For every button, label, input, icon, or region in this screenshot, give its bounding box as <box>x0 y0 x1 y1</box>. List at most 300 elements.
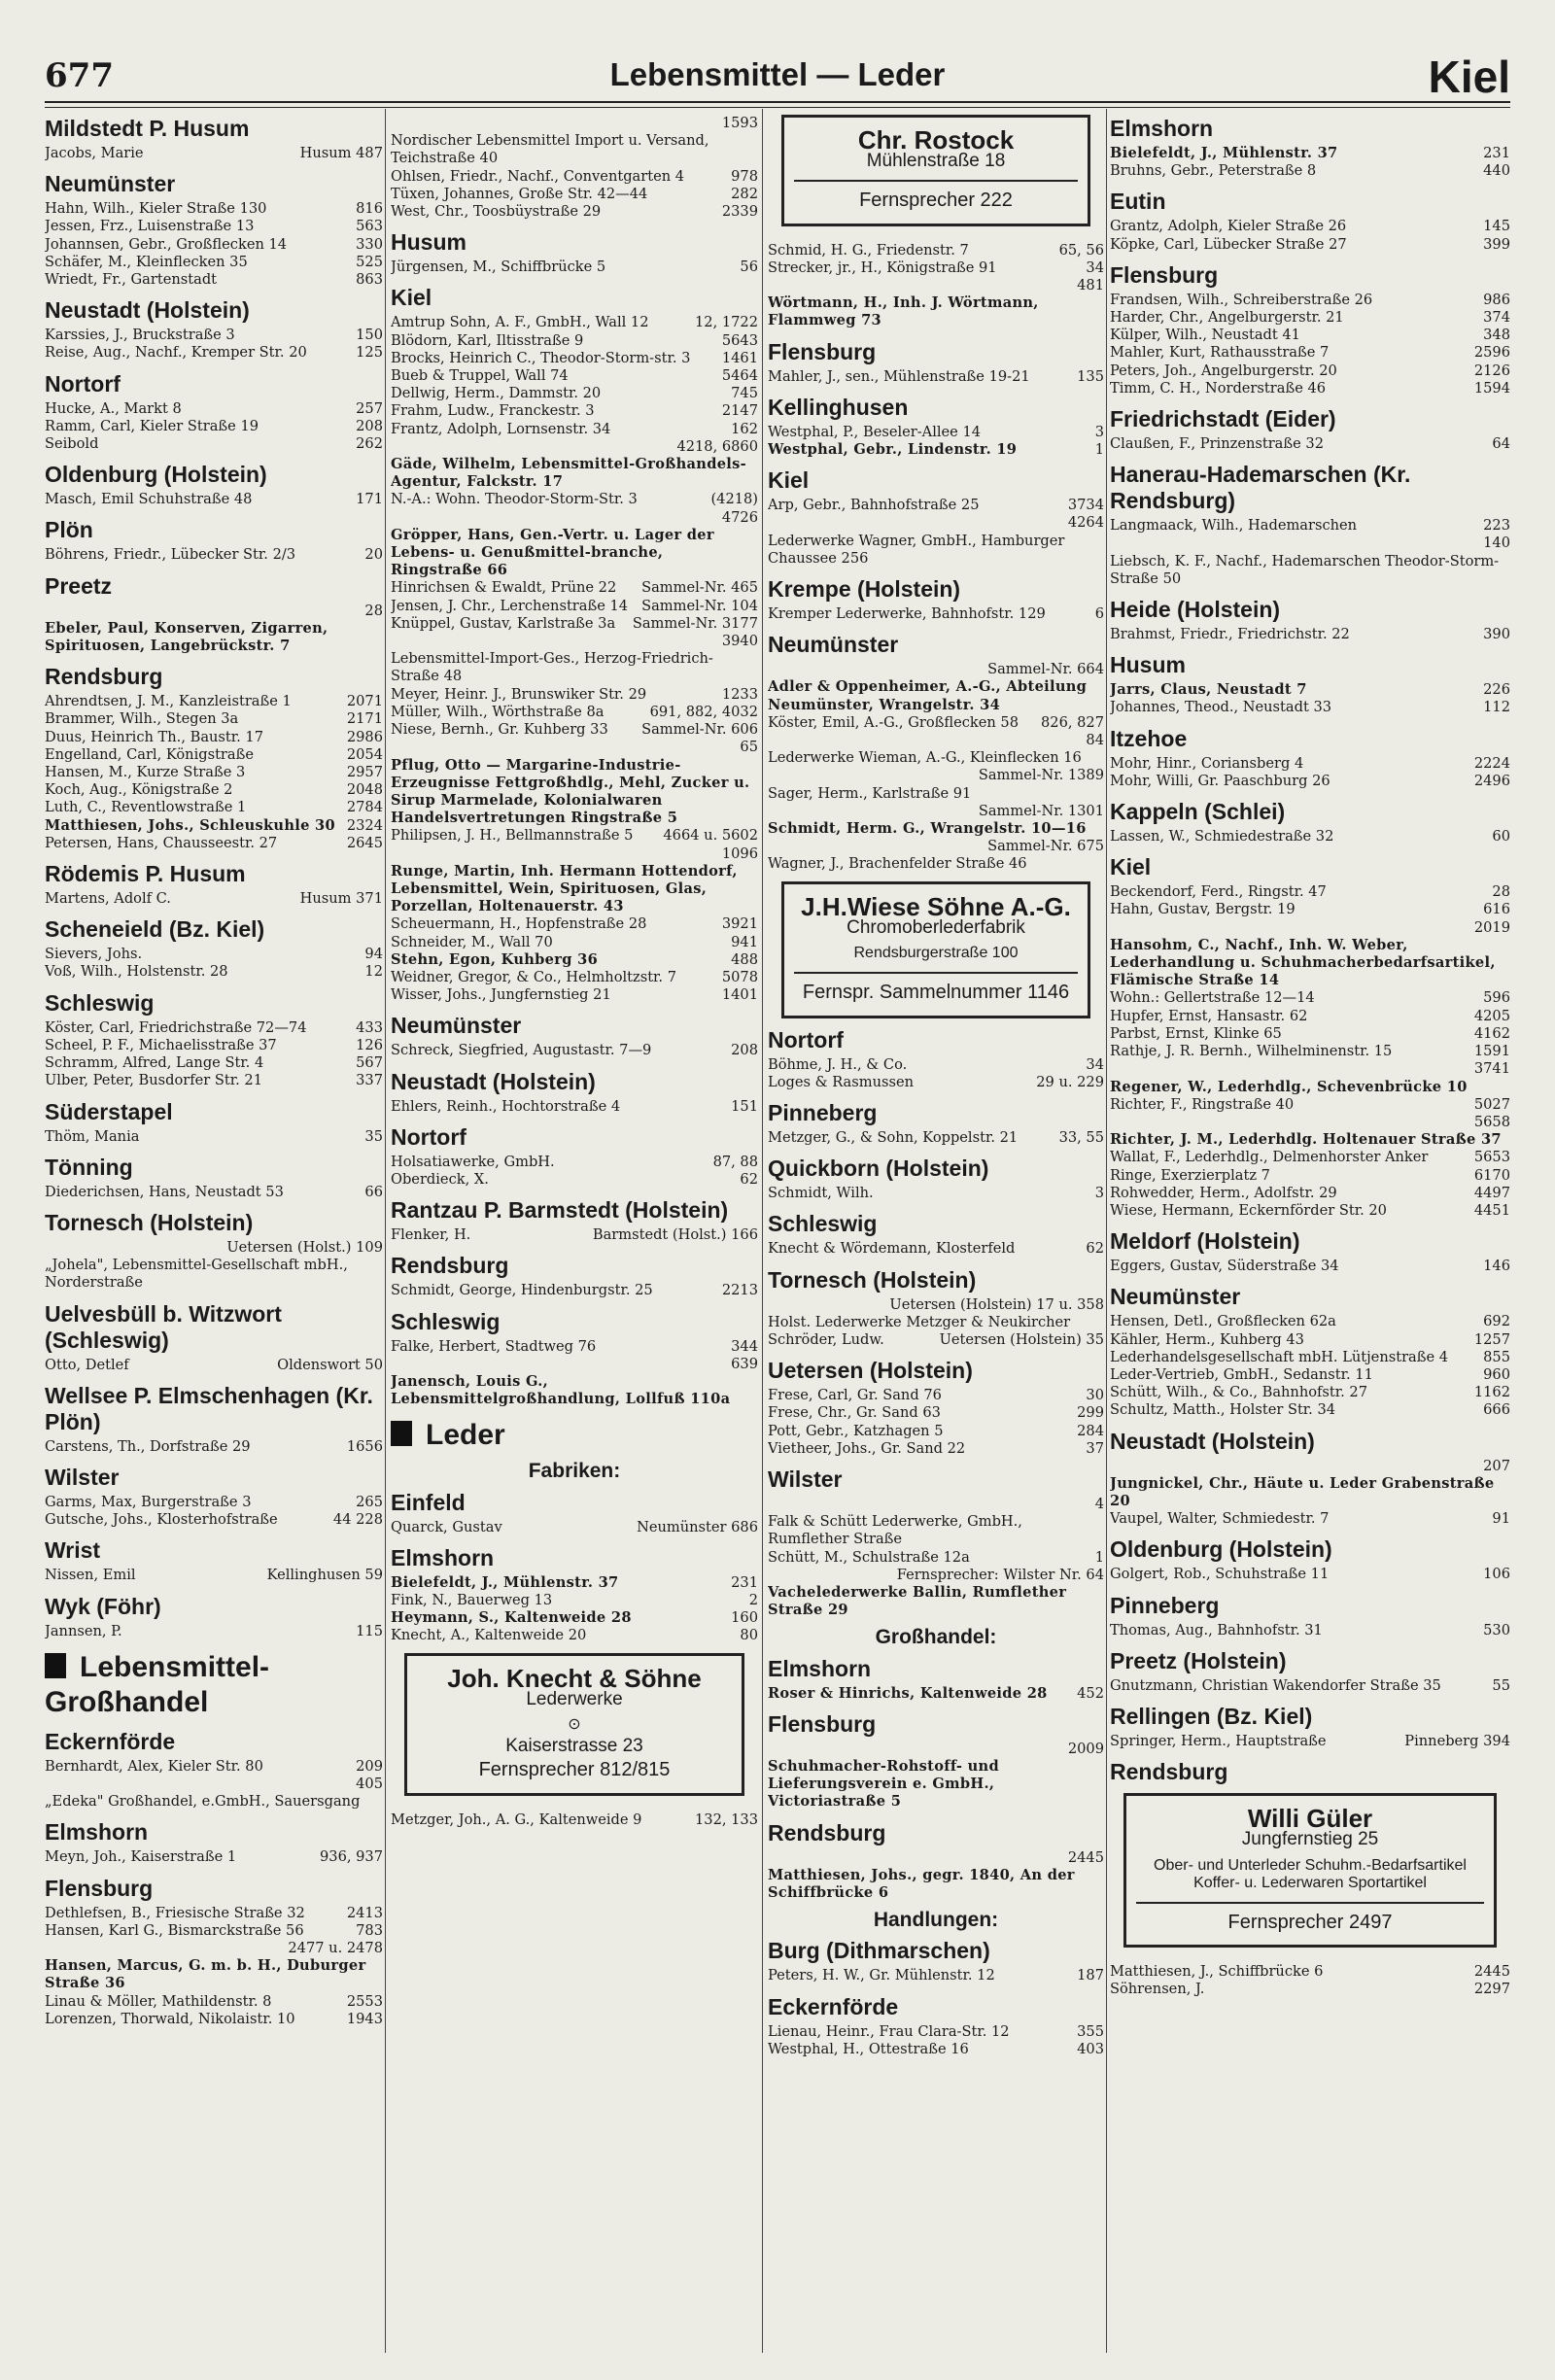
town-heading: Pinneberg <box>768 1099 878 1125</box>
entry-phone: 2445 <box>1067 1848 1104 1866</box>
listing-entry <box>768 441 1104 459</box>
entry-phone: 2413 <box>346 1904 383 1921</box>
listing-entry <box>1110 1733 1510 1750</box>
entry-phone: 299 <box>1077 1404 1104 1422</box>
entry-phone: 80 <box>740 1627 758 1644</box>
listing-entry <box>391 421 758 438</box>
entry-phone: 399 <box>1483 235 1510 253</box>
listing-entry <box>45 546 383 564</box>
town-heading: Itzehoe <box>1110 725 1188 751</box>
listing-entry <box>1110 218 1510 235</box>
entry-phone: 2019 <box>1473 918 1510 936</box>
town-heading: Schleswig <box>768 1211 878 1237</box>
entry-name: Hucke, A., Markt 8 <box>45 399 182 417</box>
listing-entry <box>391 1154 758 1171</box>
entry-phone: 639 <box>731 1355 758 1372</box>
entry-phone: 33, 55 <box>1058 1128 1104 1146</box>
entry-phone: 64 <box>1492 435 1510 453</box>
listing-entry <box>1110 699 1510 716</box>
entry-phone: Fernsprecher: Wilster Nr. 64 <box>896 1566 1104 1583</box>
entry-phone: 56 <box>740 259 758 276</box>
listing-entry <box>1110 1313 1510 1330</box>
listing-entry <box>768 1423 1104 1440</box>
town-heading: Elmshorn <box>768 1655 872 1681</box>
ad-divider <box>794 972 1078 974</box>
entry-phone: Barmstedt (Holst.) 166 <box>592 1226 758 1244</box>
listing-entry <box>768 1331 1104 1349</box>
entry-name: Eggers, Gustav, Süderstraße 34 <box>1110 1258 1339 1275</box>
entry-name: Hinrichsen & Ewaldt, Prüne 22 <box>391 579 617 597</box>
entry-phone: 4162 <box>1473 1024 1510 1042</box>
listing-entry <box>45 1072 383 1089</box>
listing-entry <box>1110 1060 1510 1095</box>
entry-phone: 94 <box>364 946 383 963</box>
entry-name: Garms, Max, Burgerstraße 3 <box>45 1493 252 1510</box>
ad-line: Chromoberlederfabrik <box>847 916 1025 938</box>
town-heading: Tönning <box>45 1154 133 1180</box>
entry-name: Dethlefsen, B., Friesische Straße 32 <box>45 1904 305 1921</box>
entry-phone: 28 <box>364 602 383 619</box>
entry-phone: 55 <box>1492 1676 1510 1694</box>
entry-name: Richter, F., Ringstraße 40 <box>1110 1095 1295 1113</box>
entry-name: Koch, Aug., Königstraße 2 <box>45 781 233 799</box>
advertisement-box <box>781 881 1090 1018</box>
ad-line: ⊙ <box>568 1716 581 1733</box>
entry-name: Masch, Emil Schuhstraße 48 <box>45 491 253 508</box>
entry-phone: 2009 <box>1067 1740 1104 1757</box>
entry-phone: 4664 u. 5602 <box>663 827 758 845</box>
entry-name: Lorenzen, Thorwald, Nikolaistr. 10 <box>45 2010 295 2027</box>
entry-name: Söhrensen, J. <box>1110 1981 1205 1998</box>
entry-name: Vachelederwerke Ballin, Rumflether Straße 29 <box>768 1583 1067 1619</box>
entry-name: Golgert, Rob., Schuhstraße 11 <box>1110 1566 1330 1583</box>
listing-entry <box>45 200 383 218</box>
entry-phone: Kellinghusen 59 <box>266 1567 383 1584</box>
entry-phone: 5464 <box>721 367 758 385</box>
listing-entry <box>1110 435 1510 453</box>
town-heading: Eckernförde <box>45 1728 176 1754</box>
entry-name: Köster, Emil, A.-G., Großflecken 58 <box>768 713 1019 731</box>
entry-phone: 2553 <box>346 1992 383 2010</box>
listing-entry <box>391 1592 758 1609</box>
town-heading: Kiel <box>768 467 810 494</box>
listing-entry <box>391 491 758 508</box>
listing-entry <box>1110 1043 1510 1060</box>
entry-name: Knecht, A., Kaltenweide 20 <box>391 1627 587 1644</box>
entry-name: Flenker, H. <box>391 1226 471 1244</box>
entry-name: Duus, Heinrich Th., Baustr. 17 <box>45 728 263 745</box>
listing-entry <box>1110 1349 1510 1366</box>
entry-name: Müller, Wilh., Wörthstraße 8a <box>391 703 605 720</box>
town-heading: Schleswig <box>45 989 155 1016</box>
listing-entry <box>768 2041 1104 2058</box>
listing-entry <box>391 168 758 186</box>
entry-name: Leder-Vertrieb, GmbH., Sedanstr. 11 <box>1110 1365 1373 1383</box>
town-heading: Einfeld <box>391 1489 466 1515</box>
listing-entry <box>45 1239 383 1293</box>
ad-line: Jungfernstieg 25 <box>1241 1829 1379 1850</box>
entry-phone: 348 <box>1483 327 1510 344</box>
ad-line: Lederwerke <box>526 1688 623 1709</box>
entry-phone: 126 <box>356 1036 383 1053</box>
spacer <box>1110 1955 1510 1963</box>
listing-entry <box>768 1567 1104 1620</box>
entry-phone: 28 <box>1492 883 1510 901</box>
ad-line: Kaiserstrasse 23 <box>505 1736 643 1757</box>
listing-entry <box>1110 1025 1510 1043</box>
listing-entry <box>768 1967 1104 1984</box>
entry-name: Meyn, Joh., Kaiserstraße 1 <box>45 1848 237 1866</box>
listing-entry <box>1110 145 1510 162</box>
listing-entry <box>391 598 758 615</box>
listing-entry <box>1110 1149 1510 1166</box>
entry-phone: 12, 1722 <box>695 314 758 331</box>
listing-entry <box>391 1282 758 1299</box>
entry-phone: Pinneberg 394 <box>1404 1732 1510 1749</box>
entry-phone: 91 <box>1492 1510 1510 1528</box>
entry-name: Köster, Carl, Friedrichstraße 72—74 <box>45 1018 307 1036</box>
entry-name: Kähler, Herm., Kuhberg 43 <box>1110 1330 1304 1348</box>
entry-phone: Uetersen (Holstein) 17 u. 358 <box>889 1295 1104 1313</box>
town-heading: Uetersen (Holstein) <box>768 1358 973 1384</box>
listing-entry <box>391 1042 758 1059</box>
entry-name: Gnutzmann, Christian Wakendorfer Straße 35 <box>1110 1676 1441 1694</box>
listing-entry <box>391 314 758 331</box>
entry-name: Gröpper, Hans, Gen.-Vertr. u. Lager der Lebens- u. Genußmittel-branche, Ringstraße 66 <box>391 526 714 579</box>
listing-entry <box>1110 1677 1510 1695</box>
listing-entry <box>1110 828 1510 845</box>
entry-phone: 3 <box>1094 1185 1104 1202</box>
entry-phone: 5658 <box>1473 1113 1510 1130</box>
entry-phone: 1233 <box>721 685 758 703</box>
entry-name: West, Chr., Toosbüystraße 29 <box>391 203 602 221</box>
listing-entry <box>1110 1622 1510 1639</box>
entry-name: Hansen, M., Kurze Straße 3 <box>45 764 246 781</box>
entry-name: Ramm, Carl, Kieler Straße 19 <box>45 417 259 434</box>
entry-phone: 1401 <box>721 986 758 1004</box>
listing-entry <box>768 767 1104 802</box>
town-heading: Elmshorn <box>391 1544 495 1570</box>
entry-name: Schmidt, George, Hindenburgstr. 25 <box>391 1282 653 1299</box>
entry-name: Lebensmittel-Import-Ges., Herzog-Friedrich-Straße 48 <box>391 650 713 685</box>
entry-name: Pott, Gebr., Katzhagen 5 <box>768 1422 944 1439</box>
entry-phone: 151 <box>731 1097 758 1115</box>
entry-name: Hansen, Marcus, G. m. b. H., Duburger Straße 36 <box>45 1957 366 1992</box>
listing-entry <box>1110 535 1510 588</box>
entry-phone: 403 <box>1077 2040 1104 2057</box>
entry-phone: 44 228 <box>332 1511 383 1529</box>
entry-phone: 355 <box>1077 2022 1104 2040</box>
entry-name: Gäde, Wilhelm, Lebensmittel-Großhandels-Agentur, Falckstr. 17 <box>391 456 747 491</box>
entry-phone: 65, 56 <box>1058 241 1104 259</box>
entry-name: Jensen, J. Chr., Lerchenstraße 14 <box>391 597 629 614</box>
entry-phone: 87, 88 <box>712 1153 758 1170</box>
listing-entry <box>45 1054 383 1072</box>
listing-entry <box>768 497 1104 514</box>
entry-phone: 440 <box>1483 162 1510 180</box>
entry-name: Janensch, Louis G., Lebensmittelgroßhandlung, Lollfuß 110a <box>391 1372 731 1408</box>
entry-name: Hahn, Gustav, Bergstr. 19 <box>1110 901 1296 918</box>
entry-phone: 1656 <box>346 1437 383 1455</box>
entry-phone: 816 <box>356 200 383 218</box>
listing-entry <box>391 739 758 827</box>
ad-line: Ober- und Unterleder Schuhm.-Bedarfsartikel Koffer- u. Lederwaren Sportartikel <box>1154 1856 1467 1891</box>
entry-name: Parbst, Ernst, Klinke 65 <box>1110 1024 1282 1042</box>
town-heading: Pinneberg <box>1110 1592 1220 1618</box>
listing-entry <box>391 509 758 580</box>
listing-entry <box>1110 1114 1510 1149</box>
entry-phone: 231 <box>1483 145 1510 161</box>
entry-name: Wriedt, Fr., Gartenstadt <box>45 271 218 289</box>
entry-phone: 6170 <box>1473 1166 1510 1184</box>
entry-phone: 2645 <box>346 834 383 851</box>
entry-phone: Sammel-Nr. 1389 <box>978 767 1104 784</box>
town-heading: Kappeln (Schlei) <box>1110 799 1286 825</box>
entry-phone: 6 <box>1094 605 1104 623</box>
listing-entry <box>45 1758 383 1776</box>
town-heading: Neustadt (Holstein) <box>391 1068 596 1094</box>
listing-entry <box>768 242 1104 259</box>
entry-phone: 692 <box>1483 1313 1510 1330</box>
town-heading: Meldorf (Holstein) <box>1110 1228 1300 1255</box>
listing-entry <box>1110 901 1510 918</box>
listing-entry <box>45 1922 383 1940</box>
entry-name: Stehn, Egon, Kuhberg 36 <box>391 950 599 968</box>
entry-name: Frese, Carl, Gr. Sand 76 <box>768 1387 942 1404</box>
entry-name: Böhme, J. H., & Co. <box>768 1055 908 1073</box>
entry-name: Schneider, M., Wall 70 <box>391 933 553 950</box>
entry-phone: 2297 <box>1473 1981 1510 1998</box>
entry-phone: 132, 133 <box>695 1811 758 1828</box>
entry-name: Rathje, J. R. Bernh., Wilhelminenstr. 15 <box>1110 1043 1393 1060</box>
entry-name: Ehlers, Reinh., Hochtorstraße 4 <box>391 1097 621 1115</box>
listing-entry <box>45 236 383 254</box>
entry-phone: Husum 487 <box>299 145 383 161</box>
entry-name: Amtrup Sohn, A. F., GmbH., Wall 12 <box>391 314 649 331</box>
entry-name: Nordischer Lebensmittel Import u. Versand, Teichstraße 40 <box>391 132 709 167</box>
entry-name: Ohlsen, Friedr., Nachf., Conventgarten 4 <box>391 167 685 185</box>
listing-entry <box>391 934 758 951</box>
listing-entry <box>391 1627 758 1644</box>
entry-phone: 20 <box>364 546 383 564</box>
listing-entry <box>391 615 758 633</box>
listing-entry <box>768 1185 1104 1202</box>
listing-entry <box>391 385 758 402</box>
listing-entry <box>768 605 1104 623</box>
entry-phone: Uetersen (Holst.) 109 <box>226 1238 383 1256</box>
entry-name: Mahler, Kurt, Rathausstraße 7 <box>1110 344 1330 362</box>
listing-entry <box>45 2011 383 2028</box>
entry-phone: 405 <box>356 1775 383 1792</box>
entry-name: Falk & Schütt Lederwerke, GmbH., Rumflether Straße <box>768 1513 1022 1548</box>
entry-phone: Neumünster 686 <box>637 1518 758 1535</box>
entry-name: Schreck, Siegfried, Augustastr. 7—9 <box>391 1042 652 1059</box>
listing-entry <box>45 1623 383 1640</box>
entry-name: Martens, Adolf C. <box>45 890 171 908</box>
town-heading: Flensburg <box>768 1710 877 1737</box>
entry-name: Schütt, Wilh., & Co., Bahnhofstr. 27 <box>1110 1384 1367 1401</box>
entry-phone: 3734 <box>1067 497 1104 514</box>
listing-entry <box>768 1404 1104 1422</box>
town-heading: Oldenburg (Holstein) <box>1110 1536 1332 1563</box>
entry-name: Springer, Herm., Hauptstraße <box>1110 1732 1327 1749</box>
entry-name: Grantz, Adolph, Kieler Straße 26 <box>1110 218 1347 235</box>
entry-phone: 2477 u. 2478 <box>288 1939 383 1956</box>
entry-phone: 826, 827 <box>1041 713 1104 731</box>
listing-entry <box>391 915 758 933</box>
spacer <box>768 234 1104 242</box>
entry-name: Schmidt, Wilh. <box>768 1185 874 1202</box>
entry-phone: 978 <box>731 167 758 185</box>
entry-name: „Johela", Lebensmittel-Gesellschaft mbH., Norderstraße <box>45 1257 348 1292</box>
ad-line: Fernsprecher 222 <box>859 190 1013 212</box>
listing-entry <box>45 710 383 728</box>
city-heading: Kiel <box>1428 52 1510 102</box>
listing-entry <box>768 1849 1104 1903</box>
entry-name: Wisser, Johs., Jungfernstieg 21 <box>391 986 611 1004</box>
entry-phone: 2171 <box>346 710 383 728</box>
listing-entry <box>45 1128 383 1146</box>
listing-entry <box>45 491 383 508</box>
entry-name: Linau & Möller, Mathildenstr. 8 <box>45 1992 272 2010</box>
listing-entry <box>1110 1096 1510 1114</box>
entry-phone: 4497 <box>1473 1184 1510 1201</box>
listing-entry <box>45 1567 383 1584</box>
listing-entry <box>45 1511 383 1529</box>
entry-name: Petersen, Hans, Chausseestr. 27 <box>45 834 278 851</box>
entry-name: Hansen, Karl G., Bismarckstraße 56 <box>45 1921 304 1939</box>
entry-name: Claußen, F., Prinzenstraße 32 <box>1110 435 1324 453</box>
town-heading: Krempe (Holstein) <box>768 576 961 603</box>
listing-entry <box>768 1496 1104 1549</box>
entry-phone: Sammel-Nr. 675 <box>987 838 1104 855</box>
entry-phone: 257 <box>356 399 383 417</box>
listing-entry <box>391 1171 758 1189</box>
entry-name: Loges & Rasmussen <box>768 1073 914 1090</box>
entry-name: Engelland, Carl, Königstraße <box>45 745 254 763</box>
town-heading: Rödemis P. Husum <box>45 861 246 887</box>
entry-phone: Sammel-Nr. 1301 <box>978 802 1104 819</box>
entry-name: Sager, Herm., Karlstraße 91 <box>768 784 972 802</box>
spacer <box>391 1804 758 1811</box>
entry-name: Johannes, Theod., Neustadt 33 <box>1110 699 1332 716</box>
entry-phone: 282 <box>731 185 758 202</box>
entry-name: Niese, Bernh., Gr. Kuhberg 33 <box>391 721 608 739</box>
ad-divider <box>1136 1902 1484 1904</box>
entry-name: Gutsche, Johs., Klosterhofstraße <box>45 1511 278 1529</box>
entry-phone: 596 <box>1483 989 1510 1007</box>
listing-entry <box>1110 1510 1510 1528</box>
entry-name: Lassen, W., Schmiedestraße 32 <box>1110 828 1334 845</box>
section-marker-icon <box>45 1653 66 1678</box>
entry-name: Jungnickel, Chr., Häute u. Leder Grabenstraße 20 <box>1110 1474 1495 1509</box>
entry-phone: 2071 <box>346 693 383 710</box>
ad-line: Chr. Rostock <box>857 125 1015 155</box>
town-heading: Kiel <box>1110 854 1152 880</box>
listing-entry <box>1110 1963 1510 1981</box>
entry-name: Vaupel, Walter, Schmiedestr. 7 <box>1110 1510 1330 1528</box>
listing-entry <box>45 1905 383 1922</box>
town-heading: Tornesch (Holstein) <box>45 1209 254 1235</box>
listing-entry <box>45 344 383 362</box>
listing-entry <box>391 827 758 845</box>
entry-name: Philipsen, J. H., Bellmannstraße 5 <box>391 827 634 845</box>
town-heading: Rellingen (Bz. Kiel) <box>1110 1703 1313 1729</box>
entry-name: Hahn, Wilh., Kieler Straße 130 <box>45 200 267 218</box>
listing-entry <box>45 271 383 289</box>
entry-phone: 231 <box>731 1573 758 1591</box>
entry-phone: 223 <box>1483 517 1510 535</box>
ad-divider <box>794 180 1078 182</box>
entry-phone: 1 <box>1094 441 1104 459</box>
listing-entry <box>45 1019 383 1037</box>
entry-phone: 1257 <box>1473 1330 1510 1348</box>
entry-phone: 5653 <box>1473 1149 1510 1166</box>
entry-name: Jarrs, Claus, Neustadt 7 <box>1110 681 1307 699</box>
entry-phone: 145 <box>1483 218 1510 235</box>
listing-entry <box>391 686 758 704</box>
entry-name: Mahler, J., sen., Mühlenstraße 19-21 <box>768 367 1030 385</box>
entry-phone: 60 <box>1492 828 1510 845</box>
town-heading: Friedrichstadt (Eider) <box>1110 406 1336 432</box>
listing-entry <box>45 799 383 816</box>
listing-entry <box>1110 236 1510 254</box>
entry-phone: (4218) <box>710 491 758 508</box>
town-heading: Uelvesbüll b. Witzwort (Schleswig) <box>45 1300 282 1353</box>
listing-entry <box>391 1226 758 1244</box>
entry-name: Wörtmann, H., Inh. J. Wörtmann, Flammweg 73 <box>768 294 1039 329</box>
entry-name: Schultz, Matth., Holster Str. 34 <box>1110 1401 1336 1419</box>
listing-entry <box>45 1940 383 1993</box>
entry-phone: 2445 <box>1473 1963 1510 1981</box>
entry-name: Bernhardt, Alex, Kieler Str. 80 <box>45 1757 263 1775</box>
entry-name: Harder, Chr., Angelburgerstr. 21 <box>1110 309 1344 327</box>
listing-entry <box>45 1993 383 2011</box>
listing-entry <box>45 327 383 344</box>
entry-phone: 3921 <box>721 915 758 933</box>
ad-line: Willi Güler <box>1247 1804 1373 1834</box>
listing-entry <box>1110 1458 1510 1511</box>
entry-name: Schröder, Ludw. <box>768 1330 884 1348</box>
entry-phone: 337 <box>356 1072 383 1089</box>
entry-phone: 5078 <box>721 968 758 985</box>
entry-phone: 488 <box>731 950 758 968</box>
entry-name: Weidner, Gregor, & Co., Helmholtzstr. 7 <box>391 968 676 985</box>
listing-entry <box>1110 1384 1510 1401</box>
entry-name: Lienau, Heinr., Frau Clara-Str. 12 <box>768 2022 1010 2040</box>
entry-name: Schmid, H. G., Friedenstr. 7 <box>768 241 969 259</box>
listing-entry <box>768 277 1104 330</box>
entry-name: „Edeka" Großhandel, e.GmbH., Sauersgang <box>45 1793 361 1811</box>
listing-entry <box>1110 681 1510 699</box>
entry-name: Blödorn, Karl, Iltisstraße 9 <box>391 331 584 349</box>
column-4 <box>1110 107 1510 2357</box>
listing-entry <box>768 1296 1104 1331</box>
ad-line: Fernspr. Sammelnummer 1146 <box>802 982 1070 1004</box>
entry-phone: 135 <box>1077 367 1104 385</box>
entry-name: Timm, C. H., Norderstraße 46 <box>1110 379 1327 397</box>
listing-entry <box>768 803 1104 838</box>
town-heading: Nortorf <box>768 1026 844 1052</box>
entry-phone: 1162 <box>1473 1384 1510 1401</box>
town-heading: Preetz (Holstein) <box>1110 1647 1287 1673</box>
entry-name: Bueb & Truppel, Wall 74 <box>391 367 569 385</box>
section-title: Leder <box>426 1419 505 1452</box>
entry-name: Jürgensen, M., Schiffbrücke 5 <box>391 259 606 276</box>
listing-entry <box>768 259 1104 277</box>
listing-entry <box>1110 1185 1510 1202</box>
entry-name: Diederichsen, Hans, Neustadt 53 <box>45 1183 284 1200</box>
